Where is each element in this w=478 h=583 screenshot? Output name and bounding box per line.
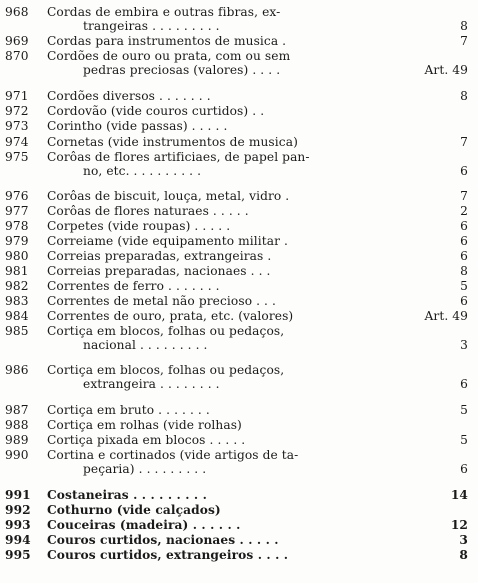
entry-description	[47, 49, 290, 77]
entry-reference: 6	[460, 294, 468, 308]
entry-line: Cordões de ouro ou prata, com ou sem	[47, 49, 291, 63]
entry-reference: 5	[460, 279, 468, 293]
entry-number: 991	[5, 488, 31, 502]
entry-line: Correias preparadas, extrangeiras .	[47, 249, 272, 263]
entry-number: 987	[5, 403, 29, 417]
entry-description	[47, 418, 242, 432]
entry-line: Couros curtidos, nacionaes . . . . .	[47, 533, 279, 547]
entry-line: no, etc. . . . . . . . . .	[83, 164, 202, 178]
entry-description	[47, 249, 271, 263]
entry-reference: 6	[460, 377, 468, 391]
entry-description	[47, 135, 298, 149]
entry-description	[47, 503, 221, 517]
entry-line: pedras preciosas (valores) . . . .	[83, 63, 281, 77]
entry-description	[47, 150, 310, 178]
entry-line: Cortiça pixada em blocos . . . . .	[47, 433, 246, 447]
entry-description	[47, 324, 284, 352]
entry-description	[47, 219, 230, 233]
entry-description	[47, 363, 284, 391]
entry-number: 975	[5, 150, 29, 164]
entry-description	[47, 5, 280, 33]
entry-number: 974	[5, 135, 29, 149]
entry-line: Cortiça em blocos, folhas ou pedaços,	[47, 363, 285, 377]
entry-number: 973	[5, 119, 29, 133]
entry-description	[47, 309, 293, 323]
entry-reference: 14	[450, 488, 468, 502]
entry-reference: 8	[459, 548, 468, 562]
entry-number: 978	[5, 219, 29, 233]
entry-reference: 3	[459, 533, 468, 547]
entry-line: Correntes de ouro, prata, etc. (valores)	[47, 309, 294, 323]
entry-description	[47, 403, 210, 417]
entry-number: 989	[5, 433, 29, 447]
entry-reference: 5	[460, 433, 468, 447]
entry-line: Corôas de biscuit, louça, metal, vidro .	[47, 189, 290, 203]
entry-line: extrangeira . . . . . . . .	[83, 377, 220, 391]
entry-number: 870	[5, 49, 29, 63]
entry-line: Cothurno (vide calçados)	[47, 503, 221, 517]
entry-line: Cortina e cortinados (vide artigos de ta-	[47, 448, 299, 462]
entry-reference: 6	[460, 234, 468, 248]
entry-description	[47, 533, 279, 547]
entry-description	[47, 34, 286, 48]
entry-reference: 8	[460, 19, 468, 33]
entry-line: peçaria) . . . . . . . . .	[83, 462, 207, 476]
entry-number: 985	[5, 324, 29, 338]
entry-number: 990	[5, 448, 29, 462]
entry-number: 982	[5, 279, 29, 293]
entry-reference: 7	[460, 189, 468, 203]
entry-number: 983	[5, 294, 29, 308]
entry-number: 977	[5, 204, 29, 218]
entry-number: 994	[5, 533, 31, 547]
entry-number: 993	[5, 518, 31, 532]
entry-line: Cordovão (vide couros curtidos) . .	[47, 104, 265, 118]
entry-description	[47, 548, 288, 562]
entry-description	[47, 448, 298, 476]
entry-reference: Art. 49	[424, 309, 468, 323]
entry-line: Corintho (vide passas) . . . . .	[47, 119, 228, 133]
entry-number: 976	[5, 189, 29, 203]
entry-reference: 2	[460, 204, 468, 218]
entry-reference: 5	[460, 403, 468, 417]
entry-reference: 7	[460, 135, 468, 149]
entry-line: Couros curtidos, extrangeiros . . . .	[47, 548, 289, 562]
entry-line: Cornetas (vide instrumentos de musica)	[47, 135, 298, 149]
entry-line: trangeiras . . . . . . . . .	[83, 19, 220, 33]
entry-line: nacional . . . . . . . . .	[83, 338, 208, 352]
entry-line: Corôas de flores naturaes . . . . .	[47, 204, 249, 218]
entry-reference: 3	[460, 338, 468, 352]
entry-line: Corpetes (vide roupas) . . . . .	[47, 219, 231, 233]
entry-line: Cortiça em blocos, folhas ou pedaços,	[47, 324, 285, 338]
entry-description	[47, 119, 227, 133]
entry-line: Corôas de flores artificiaes, de papel pan-	[47, 150, 310, 164]
entry-description	[47, 518, 240, 532]
entry-number: 979	[5, 234, 29, 248]
entry-number: 995	[5, 548, 31, 562]
entry-line: Couceiras (madeira) . . . . . .	[47, 518, 241, 532]
entry-description	[47, 433, 245, 447]
entry-number: 986	[5, 363, 29, 377]
entry-number: 980	[5, 249, 29, 263]
entry-number: 988	[5, 418, 29, 432]
entry-reference: 6	[460, 164, 468, 178]
entry-reference: 8	[460, 89, 468, 103]
entry-number: 981	[5, 264, 29, 278]
entry-reference: Art. 49	[424, 63, 468, 77]
entry-number: 968	[5, 5, 29, 19]
entry-line: Correntes de metal não precioso . . .	[47, 294, 276, 308]
entry-line: Cortiça em bruto . . . . . . .	[47, 403, 210, 417]
entry-reference: 7	[460, 34, 468, 48]
entry-number: 969	[5, 34, 29, 48]
entry-number: 984	[5, 309, 29, 323]
entry-number: 972	[5, 104, 29, 118]
entry-number: 992	[5, 503, 31, 517]
entry-line: Cordões diversos . . . . . . .	[47, 89, 211, 103]
entry-description	[47, 488, 207, 502]
entry-reference: 8	[460, 264, 468, 278]
entry-description	[47, 234, 288, 248]
entry-line: Cordas para instrumentos de musica .	[47, 34, 287, 48]
entry-description	[47, 89, 211, 103]
entry-reference: 6	[460, 462, 468, 476]
entry-description	[47, 204, 249, 218]
entry-reference: 12	[450, 518, 468, 532]
entry-line: Cordas de embira e outras fibras, ex-	[47, 5, 281, 19]
entry-description	[47, 104, 264, 118]
entry-line: Correntes de ferro . . . . . . .	[47, 279, 220, 293]
entry-number: 971	[5, 89, 29, 103]
entry-line: Correias preparadas, nacionaes . . .	[47, 264, 271, 278]
entry-description	[47, 264, 271, 278]
entry-line: Costaneiras . . . . . . . . .	[47, 488, 207, 502]
entry-reference: 6	[460, 249, 468, 263]
entry-description	[47, 189, 289, 203]
entry-description	[47, 294, 276, 308]
entry-reference: 6	[460, 219, 468, 233]
entry-line: Cortiça em rolhas (vide rolhas)	[47, 418, 242, 432]
entry-description	[47, 279, 220, 293]
entry-line: Correiame (vide equipamento militar .	[47, 234, 289, 248]
